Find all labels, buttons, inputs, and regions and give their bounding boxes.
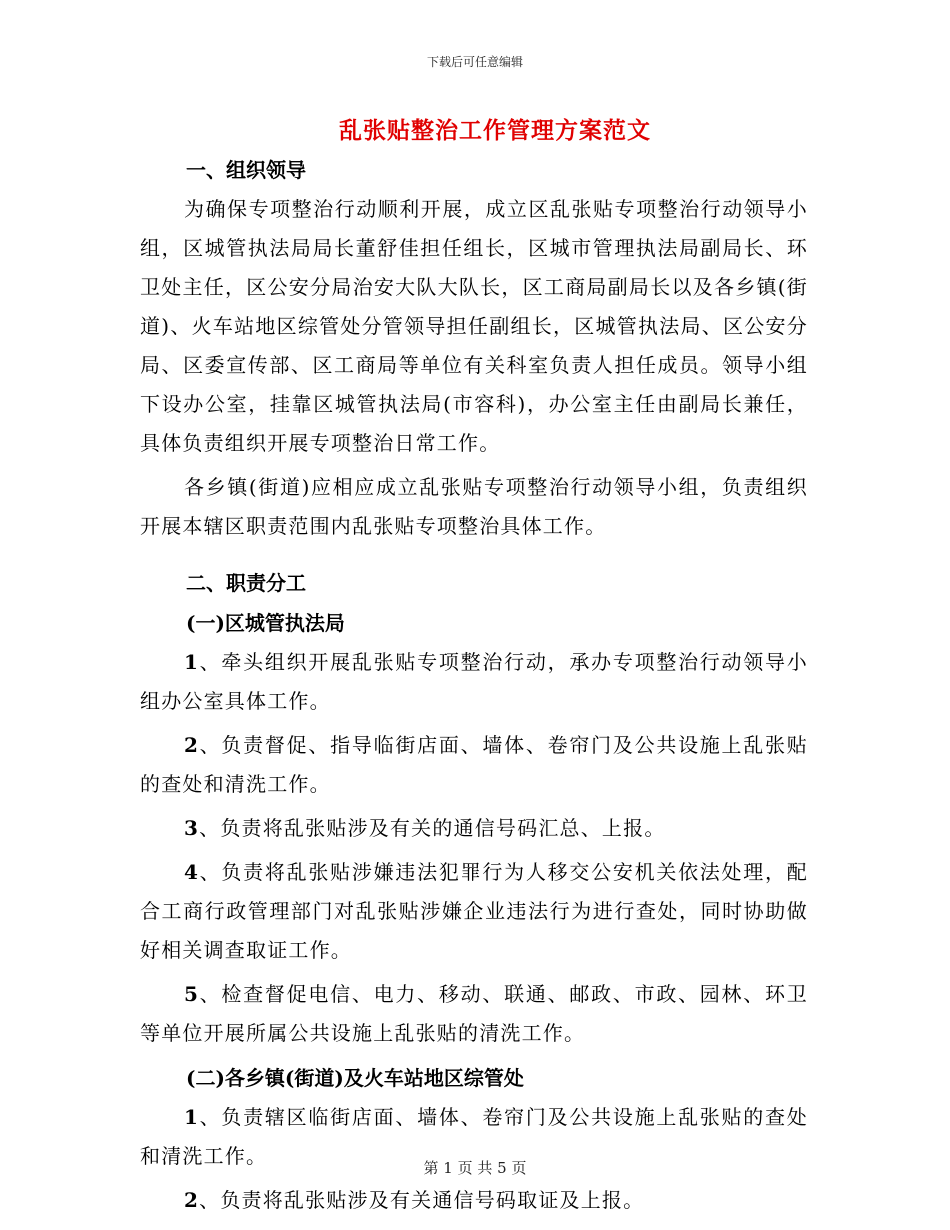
section-heading-organization: 一、组织领导 xyxy=(186,158,306,182)
item-number: 4 xyxy=(184,860,200,884)
document-body xyxy=(140,150,808,1225)
subsection-heading-townships: (二)各乡镇(街道)及火车站地区综管处 xyxy=(186,1066,524,1090)
item-text: 、检查督促电信、电力、移动、联通、邮政、市政、园林、环卫等单位开展所属公共设施上乱张贴的清洗工作。 xyxy=(140,982,808,1045)
item-number: 2 xyxy=(184,733,200,757)
list-item xyxy=(140,726,808,804)
item-text: 、负责将乱张贴涉嫌违法犯罪行为人移交公安机关依法处理，配合工商行政管理部门对乱张贴涉嫌企业违法行为进行查处，同时协助做好相关调查取证工作。 xyxy=(140,860,808,962)
item-number: 5 xyxy=(184,982,200,1006)
section-heading-duties: 二、职责分工 xyxy=(186,571,306,595)
page-number-footer: 第 1 页 共 5 页 xyxy=(423,1159,527,1177)
item-text: 、负责督促、指导临街店面、墙体、卷帘门及公共设施上乱张贴的查处和清洗工作。 xyxy=(140,733,808,796)
item-number: 2 xyxy=(184,1188,200,1212)
item-text: 、负责将乱张贴涉及有关的通信号码汇总、上报。 xyxy=(199,816,666,840)
item-number: 3 xyxy=(184,816,200,840)
item-number: 1 xyxy=(184,1105,200,1129)
item-number: 1 xyxy=(184,650,200,674)
list-item xyxy=(140,643,808,721)
document-title: 乱张贴整治工作管理方案范文 xyxy=(339,117,651,144)
header-note: 下载后可任意编辑 xyxy=(426,55,523,69)
list-item xyxy=(140,1181,808,1220)
item-text: 、负责将乱张贴涉及有关通信号码取证及上报。 xyxy=(199,1188,645,1212)
item-text: 、牵头组织开展乱张贴专项整治行动，承办专项整治行动领导小组办公室具体工作。 xyxy=(140,650,808,713)
item-text: 、负责辖区临街店面、墙体、卷帘门及公共设施上乱张贴的查处和清洗工作。 xyxy=(140,1105,808,1168)
paragraph: 各乡镇(街道)应相应成立乱张贴专项整治行动领导小组，负责组织开展本辖区职责范围内乱张贴专项整治具体工作。 xyxy=(140,475,808,538)
subsection-heading-city-management: (一)区城管执法局 xyxy=(186,611,345,635)
list-item xyxy=(140,809,808,848)
list-item xyxy=(140,853,808,970)
list-item xyxy=(140,975,808,1053)
paragraph: 为确保专项整治行动顺利开展，成立区乱张贴专项整治行动领导小组，区城管执法局局长董舒佳担任组长，区城市管理执法局副局长、环卫处主任，区公安分局治安大队大队长，区工商局副局长以及各乡镇(街道)、火车站地区综管处分管领导担任副组长，区城管执法局、区公安分局、区委宣传部、区工商局等单位有关科室负责人担任成员。领导小组下设办公室，挂靠区城管执法局(市容科)，办公室主任由副局长兼任，具体负责组织开展专项整治日常工作。 xyxy=(140,197,808,455)
